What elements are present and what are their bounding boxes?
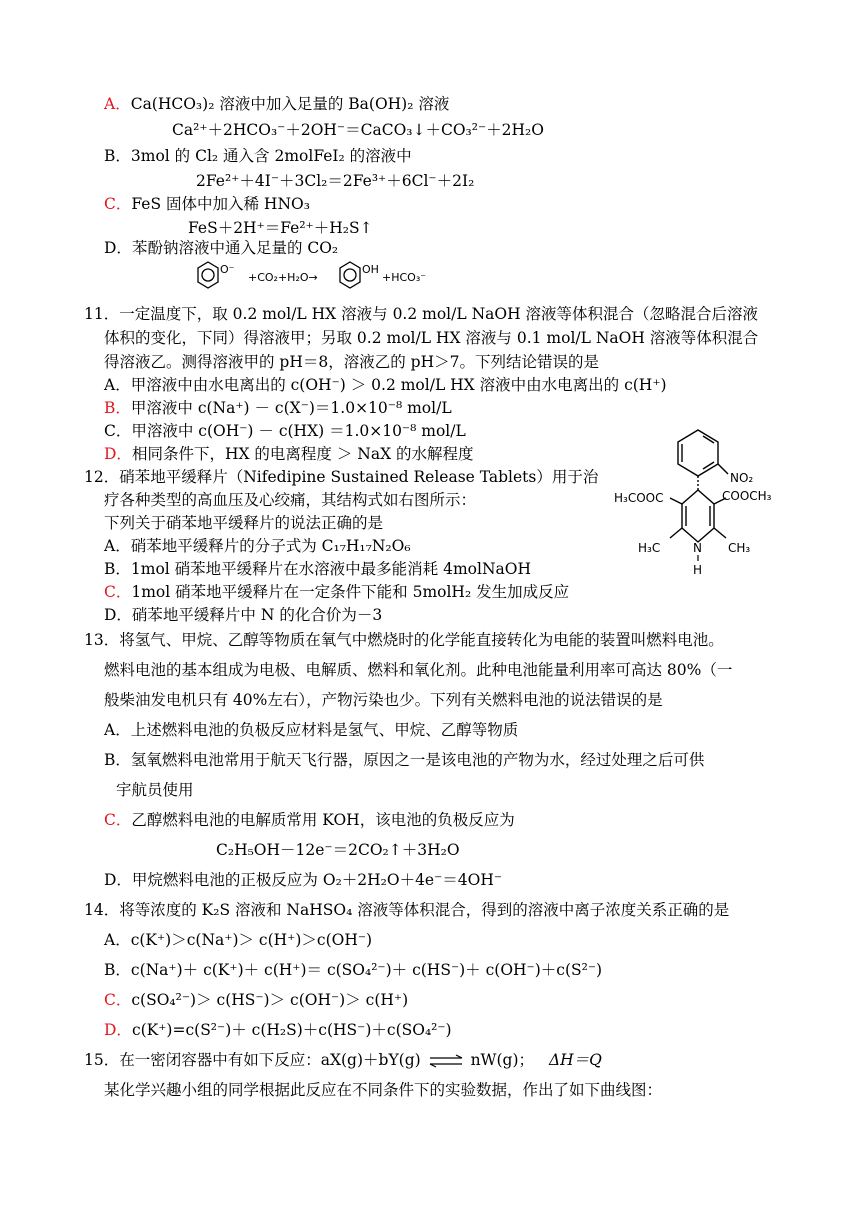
ring-nitrogen-label: N xyxy=(693,541,702,555)
q12-stem-line2: 疗各种类型的高血压及心绞痛，其结构式如右图所示： xyxy=(104,491,477,509)
q11-option-b xyxy=(104,398,452,418)
option-text: 相同条件下，HX 的电离程度 ＞ NaX 的水解程度 xyxy=(131,445,474,463)
equilibrium-arrow-icon xyxy=(428,1054,464,1068)
option-label: A． xyxy=(104,95,131,113)
benzene-ring-left xyxy=(198,262,218,288)
q13-stem-line3: 般柴油发电机只有 40%左右），产物污染也少。下列有关燃料电池的说法错误的是 xyxy=(104,691,663,709)
q12-stem-line3: 下列关于硝苯地平缓释片的说法正确的是 xyxy=(104,514,384,532)
q11-option-a: A．甲溶液中由水电离出的 c(OH⁻) ＞ 0.2 mol/L HX 溶液中由水电离出的 c(H⁺) xyxy=(104,376,667,394)
q11-stem-line1: 11．一定温度下，取 0.2 mol/L HX 溶液与 0.2 mol/L NaOH 溶液等体积混合（忽略混合后溶液 xyxy=(84,305,759,323)
right-methyl-label: CH₃ xyxy=(728,541,751,555)
q12-option-b: B．1mol 硝苯地平缓释片在水溶液中最多能消耗 4molNaOH xyxy=(104,560,531,578)
option-label: D． xyxy=(104,239,132,257)
option-label: C． xyxy=(104,583,132,601)
q10-a-equation: Ca²⁺＋2HCO₃⁻＋2OH⁻＝CaCO₃↓＋CO₃²⁻＋2H₂O xyxy=(172,121,544,139)
q10-option-c xyxy=(104,194,310,214)
q12-option-c xyxy=(104,582,569,602)
option-text: c(SO₄²⁻)＞ c(HS⁻)＞ c(OH⁻)＞ c(H⁺) xyxy=(131,991,409,1009)
benzene-ring-right xyxy=(340,262,360,288)
bicarbonate-label: +HCO₃⁻ xyxy=(382,271,427,284)
q10-c-equation: FeS＋2H⁺＝Fe²⁺＋H₂S↑ xyxy=(188,219,373,237)
benzene-aromatic-circle xyxy=(202,269,214,281)
q15-reactants: 15．在一密闭容器中有如下反应：aX(g)＋bY(g) xyxy=(84,1051,421,1069)
option-label: C． xyxy=(104,991,132,1009)
phenol-oh-label: OH xyxy=(362,263,379,276)
option-text: 1mol 硝苯地平缓释片在一定条件下能和 5molH₂ 发生加成反应 xyxy=(131,583,570,601)
option-label: B． xyxy=(104,399,131,417)
option-text: c(K⁺)=c(S²⁻)＋ c(H₂S)＋c(HS⁻)＋c(SO₄²⁻) xyxy=(131,1021,452,1039)
option-text: FeS 固体中加入稀 HNO₃ xyxy=(131,195,310,213)
option-text: 乙醇燃料电池的电解质常用 KOH，该电池的负极反应为 xyxy=(131,811,515,829)
q10-option-a xyxy=(104,94,449,114)
phenoxide-label: O⁻ xyxy=(220,263,235,276)
q15-products: nW(g)； xyxy=(470,1051,534,1069)
option-text: Ca(HCO₃)₂ 溶液中加入足量的 Ba(OH)₂ 溶液 xyxy=(130,95,450,113)
q14-option-d xyxy=(104,1020,452,1040)
q10-b-equation: 2Fe²⁺＋4I⁻＋3Cl₂＝2Fe³⁺＋6Cl⁻＋2I₂ xyxy=(196,172,475,190)
q13-stem-line2: 燃料电池的基本组成为电极、电解质、燃料和氧化剂。此种电池能量利用率可高达 80%（一 xyxy=(104,661,733,679)
right-ester-label: COOCH₃ xyxy=(722,489,772,503)
q14-option-b: B．c(Na⁺)＋ c(K⁺)＋ c(H⁺)＝ c(SO₄²⁻)＋ c(HS⁻)＋ c(OH⁻)＋c(S²⁻) xyxy=(104,961,603,979)
q15-stem-line2: 某化学兴趣小组的同学根据此反应在不同条件下的实验数据，作出了如下曲线图： xyxy=(104,1081,663,1099)
q15-stem-line1 xyxy=(84,1050,602,1070)
q14-option-a: A．c(K⁺)＞c(Na⁺)＞ c(H⁺)＞c(OH⁻) xyxy=(104,931,373,949)
reactants-label: +CO₂+H₂O→ xyxy=(248,271,318,284)
q11-option-d xyxy=(104,444,474,464)
q13-option-b-line2: 宇航员使用 xyxy=(116,781,194,799)
option-text: 甲溶液中 c(Na⁺) － c(X⁻)＝1.0×10⁻⁸ mol/L xyxy=(130,399,452,417)
ring-hydrogen-label: H xyxy=(693,563,703,577)
left-methyl-label: H₃C xyxy=(638,541,661,555)
q14-option-c xyxy=(104,990,408,1010)
option-label: D． xyxy=(104,445,132,463)
benzene-ring xyxy=(678,430,718,476)
q12-option-a: A．硝苯地平缓释片的分子式为 C₁₇H₁₇N₂O₆ xyxy=(104,537,411,555)
q12-option-d: D．硝苯地平缓释片中 N 的化合价为－3 xyxy=(104,606,383,624)
option-text: 3mol 的 Cl₂ 通入含 2molFeI₂ 的溶液中 xyxy=(130,147,412,165)
nitro-group-label: NO₂ xyxy=(730,471,754,485)
q11-option-c: C．甲溶液中 c(OH⁻) － c(HX) ＝1.0×10⁻⁸ mol/L xyxy=(104,422,466,440)
nifedipine-structure xyxy=(610,424,790,584)
q12-stem-line1: 12．硝苯地平缓释片（Nifedipine Sustained Release Tablets）用于治 xyxy=(84,468,599,486)
q14-stem: 14．将等浓度的 K₂S 溶液和 NaHSO₄ 溶液等体积混合，得到的溶液中离子浓度关系正确的是 xyxy=(84,901,730,919)
q11-stem-line2: 体积的变化，下同）得溶液甲；另取 0.2 mol/L HX 溶液与 0.1 mol/L NaOH 溶液等体积混合 xyxy=(104,329,759,347)
q10-option-d xyxy=(104,238,338,258)
phenol-equation-figure xyxy=(194,258,464,294)
q13-option-a: A．上述燃料电池的负极反应材料是氢气、甲烷、乙醇等物质 xyxy=(104,721,519,739)
q11-stem-line3: 得溶液乙。测得溶液甲的 pH＝8，溶液乙的 pH＞7。下列结论错误的是 xyxy=(104,353,599,371)
option-label: C． xyxy=(104,195,132,213)
q13-option-b-line1: B．氢氧燃料电池常用于航天飞行器，原因之一是该电池的产物为水，经过处理之后可供 xyxy=(104,751,705,769)
dihydropyridine-ring xyxy=(682,490,714,542)
option-text: 苯酚钠溶液中通入足量的 CO₂ xyxy=(131,239,339,257)
option-label: C． xyxy=(104,811,132,829)
option-label: B． xyxy=(104,147,131,165)
q15-enthalpy: ΔH＝Q xyxy=(548,1051,602,1069)
benzene-aromatic-circle xyxy=(344,269,356,281)
q13-option-c xyxy=(104,810,515,830)
left-ester-label: H₃COOC xyxy=(614,491,664,505)
q13-c-equation: C₂H₅OH－12e⁻＝2CO₂↑＋3H₂O xyxy=(216,841,460,859)
q13-stem-line1: 13．将氢气、甲烷、乙醇等物质在氧气中燃烧时的化学能直接转化为电能的装置叫燃料电池。 xyxy=(84,631,724,649)
q13-option-d: D．甲烷燃料电池的正极反应为 O₂＋2H₂O＋4e⁻＝4OH⁻ xyxy=(104,871,503,889)
q10-option-b xyxy=(104,146,412,166)
option-label: D． xyxy=(104,1021,132,1039)
